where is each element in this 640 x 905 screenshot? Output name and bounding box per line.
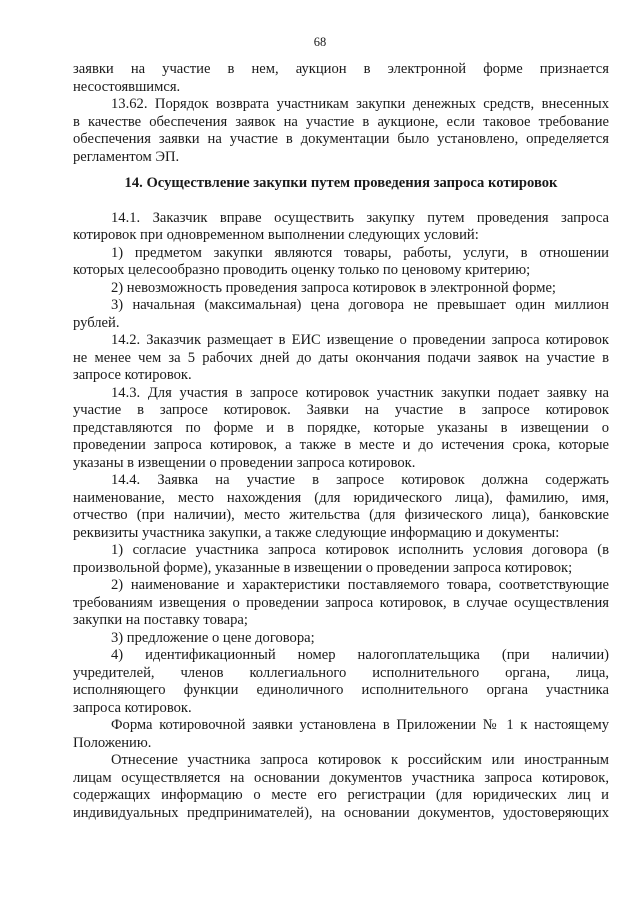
text-line: проведении запроса котировок, а также в месте и до истечения срока, которые [73,437,609,453]
text-line: лицам осуществляется на основании документов участника запроса котировок, [73,769,609,786]
paragraph-residency-note [73,752,609,822]
paragraph-14-4 [73,472,609,542]
text-line: 1) предметом закупки являются товары, работы, услуги, в отношении [111,244,609,261]
text-line: 14.2. Заказчик размещает в ЕИС извещение о проведении запроса котировок [111,332,609,348]
text-line: произвольной форме), указанные в извещении о проведении запроса котировок; [73,559,573,576]
text-line: в качестве обеспечения заявок на участие в аукционе, если таковое требование [73,113,609,130]
text-line: 14.3. Для участия в запросе котировок участник закупки подает заявку на [111,384,609,401]
page-number: 68 [313,35,327,49]
paragraph-14-3 [73,385,609,473]
text-line: Отнесение участника запроса котировок к российским или иностранным [111,752,609,768]
paragraph-14-2 [73,332,609,385]
list-item [73,647,609,717]
paragraph-continuation [73,61,609,96]
text-line: заявки на участие в нем, аукцион в электронной форме признается [73,61,609,77]
text-line: закупки на поставку товара; [73,612,248,628]
text-line: содержащих информацию о месте его регистрации (для юридических лиц и [73,787,609,803]
text-line: реквизиты участника закупки, а также следующие информацию и документы: [73,524,560,541]
text-line: 2) невозможность проведения запроса котировок в электронной форме; [111,279,556,296]
list-item [73,297,609,332]
list-item [73,542,609,577]
text-line: 3) начальная (максимальная) цена договора не превышает один миллион [111,297,609,313]
text-line: запроса котировок. [73,699,192,716]
text-line: запросе котировок. [73,367,192,383]
text-line: 1) согласие участника запроса котировок исполнить условия договора (в [111,542,609,558]
text-line: обеспечения заявки на участие в документации было установлено, определяется [73,131,609,147]
text-line: котировок при одновременном выполнении следующих условий: [73,227,479,243]
text-line: учредителей, членов коллегиального исполнительного органа, лица, [73,664,609,681]
text-line: наименование, место нахождения (для юридического лица), фамилию, имя, [73,489,609,506]
page-content [73,61,609,822]
list-item [73,630,609,648]
list-item [73,280,609,298]
text-line: несостоявшимся. [73,78,181,95]
paragraph-14-1 [73,210,609,245]
text-line: индивидуальных предпринимателей), на основании документов, удостоверяющих [73,804,609,821]
section-heading: 14. Осуществление закупки путем проведения запроса котировок [124,175,558,191]
list-item [73,577,609,630]
text-line: которых целесообразно проводить оценку только по ценовому критерию; [73,262,531,278]
paragraph-13-62 [73,96,609,166]
paragraph-form-note [73,717,609,752]
text-line: представляются по форме и в порядке, которые указаны в извещении о [73,419,609,436]
text-line: 2) наименование и характеристики поставляемого товара, соответствующие [111,577,609,593]
text-line: 14.4. Заявка на участие в запросе котировок должна содержать [111,472,609,488]
text-line: 14.1. Заказчик вправе осуществить закупку путем проведения запроса [111,209,609,226]
text-line: не менее чем за 5 рабочих дней до даты окончания подачи заявок на участие в [73,349,609,366]
text-line: Форма котировочной заявки установлена в Приложении № 1 к настоящему [111,717,609,733]
text-line: исполняющего функции единоличного исполнительного органа участника [73,682,609,698]
text-line: регламентом ЭП. [73,148,180,165]
text-line: 4) идентификационный номер налогоплательщика (при наличии) [111,647,609,663]
text-line: указаны в извещении о проведении запроса котировок. [73,454,416,471]
text-line: требованиям извещения о проведении запроса котировок, в случае осуществления [73,594,609,611]
text-line: Положению. [73,734,152,751]
text-line: 3) предложение о цене договора; [111,629,315,646]
text-line: участие в запросе котировок. Заявки на участие в запросе котировок [73,402,609,418]
text-line: 13.62. Порядок возврата участникам закупки денежных средств, внесенных [111,96,609,112]
text-line: отчество (при наличии), место жительства (для физического лица), банковские [73,507,609,523]
list-item [73,245,609,280]
text-line: рублей. [73,314,120,331]
